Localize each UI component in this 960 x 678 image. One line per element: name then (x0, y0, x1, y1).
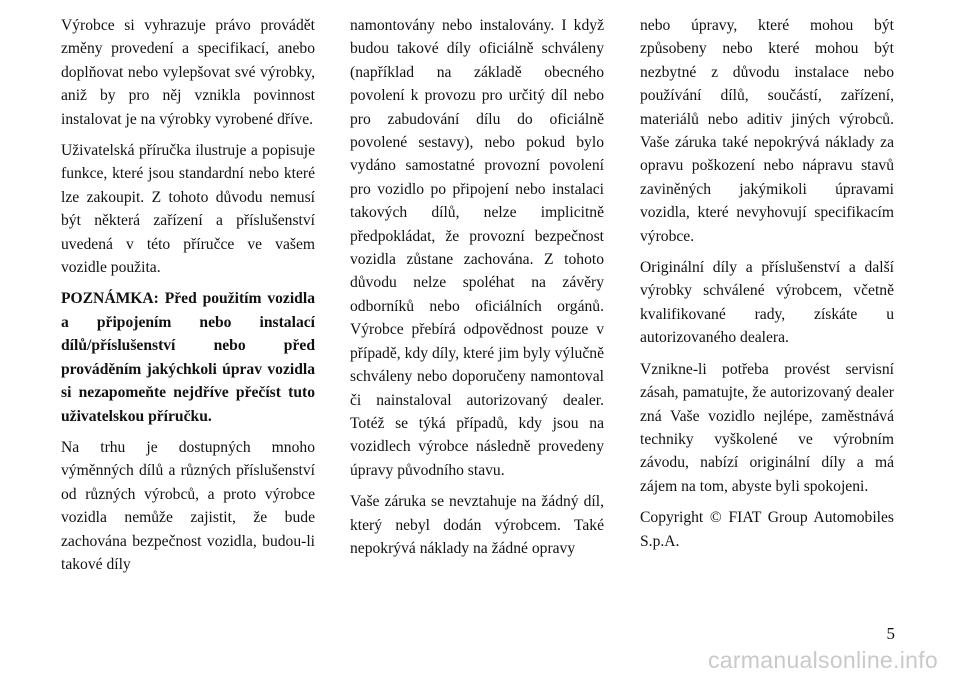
page-number: 5 (886, 624, 895, 643)
text-column-1 (61, 14, 315, 584)
text-column-3 (640, 14, 894, 561)
paragraph: Na trhu je dostupných mnoho výměnných dílů a různých příslušenství od různých výrobců, a proto výrobce vozidla nemůže zajistit, že bude zachována bezpečnost vozidla, budou-li takové díly (61, 438, 315, 573)
paragraph: nebo úpravy, které mohou být způsobeny nebo které mohou být nezbytné z důvodu instalace nebo používání dílů, součástí, zařízení, materiálů nebo aditiv jiných výrobců. Vaše záruka také nepokrývá náklady za opravu poškození nebo nápravu stavů zaviněných jakýmikoli úpravami vozidla, které nevyhovují specifikacím výrobce. (640, 17, 894, 245)
note-paragraph: POZNÁMKA: Před použitím vozidla a připojením nebo instalací dílů/příslušenství nebo před prováděním jakýchkoli úprav vozidla si nezapomeňte nejdříve přečíst tuto uživatelskou příručku. (61, 290, 315, 425)
copyright-line: Copyright © FIAT Group Automobiles S.p.A. (640, 509, 894, 550)
paragraph: Vaše záruka se nevztahuje na žádný díl, který nebyl dodán výrobcem. Také nepokrývá náklady na žádné opravy (350, 493, 604, 557)
watermark: carmanualsonline.info (707, 647, 938, 673)
paragraph: Vznikne-li potřeba provést servisní zásah, pamatujte, že autorizovaný dealer zná Vaše vozidlo nejlépe, zaměstnává techniky vyškolené ve výrobním závodu, nabízí originální díly a má zájem na tom, abyste byli spokojeni. (640, 360, 894, 495)
text-column-2 (350, 14, 604, 568)
paragraph: Originální díly a příslušenství a další výrobky schválené výrobcem, včetně kvalifikované rady, získáte u autorizovaného dealera. (640, 259, 894, 347)
paragraph: Výrobce si vyhrazuje právo provádět změny provedení a specifikací, anebo doplňovat nebo vylepšovat své výrobky, aniž by pro něj vznikla povinnost instalovat je na výrobky vyrobené dříve. (61, 17, 315, 128)
paragraph: Uživatelská příručka ilustruje a popisuje funkce, které jsou standardní nebo které lze zakoupit. Z tohoto důvodu nemusí být některá zařízení a příslušenství uvedená v této příručce ve vašem vozidle použita. (61, 142, 315, 277)
paragraph: namontovány nebo instalovány. I když budou takové díly oficiálně schváleny (například na základě obecného povolení k provozu pro určitý díl nebo pro zabudování dílu do oficiálně povolené sestavy), nebo pokud bylo vydáno samostatné provozní povolení pro vozidlo po připojení nebo instalaci takových dílů, nelze implicitně předpokládat, že provozní bezpečnost vozidla zůstane zachována. Z tohoto důvodu nelze spoléhat na závěry odborníků nebo oficiálních orgánů. Výrobce přebírá odpovědnost pouze v případě, kdy díly, které jim byly výlučně schváleny nebo doporučeny namontoval či nainstaloval autorizovaný dealer. Totéž se týká případů, kdy jsou na vozidlech výrobce následně provedeny úpravy původního stavu. (350, 17, 604, 479)
